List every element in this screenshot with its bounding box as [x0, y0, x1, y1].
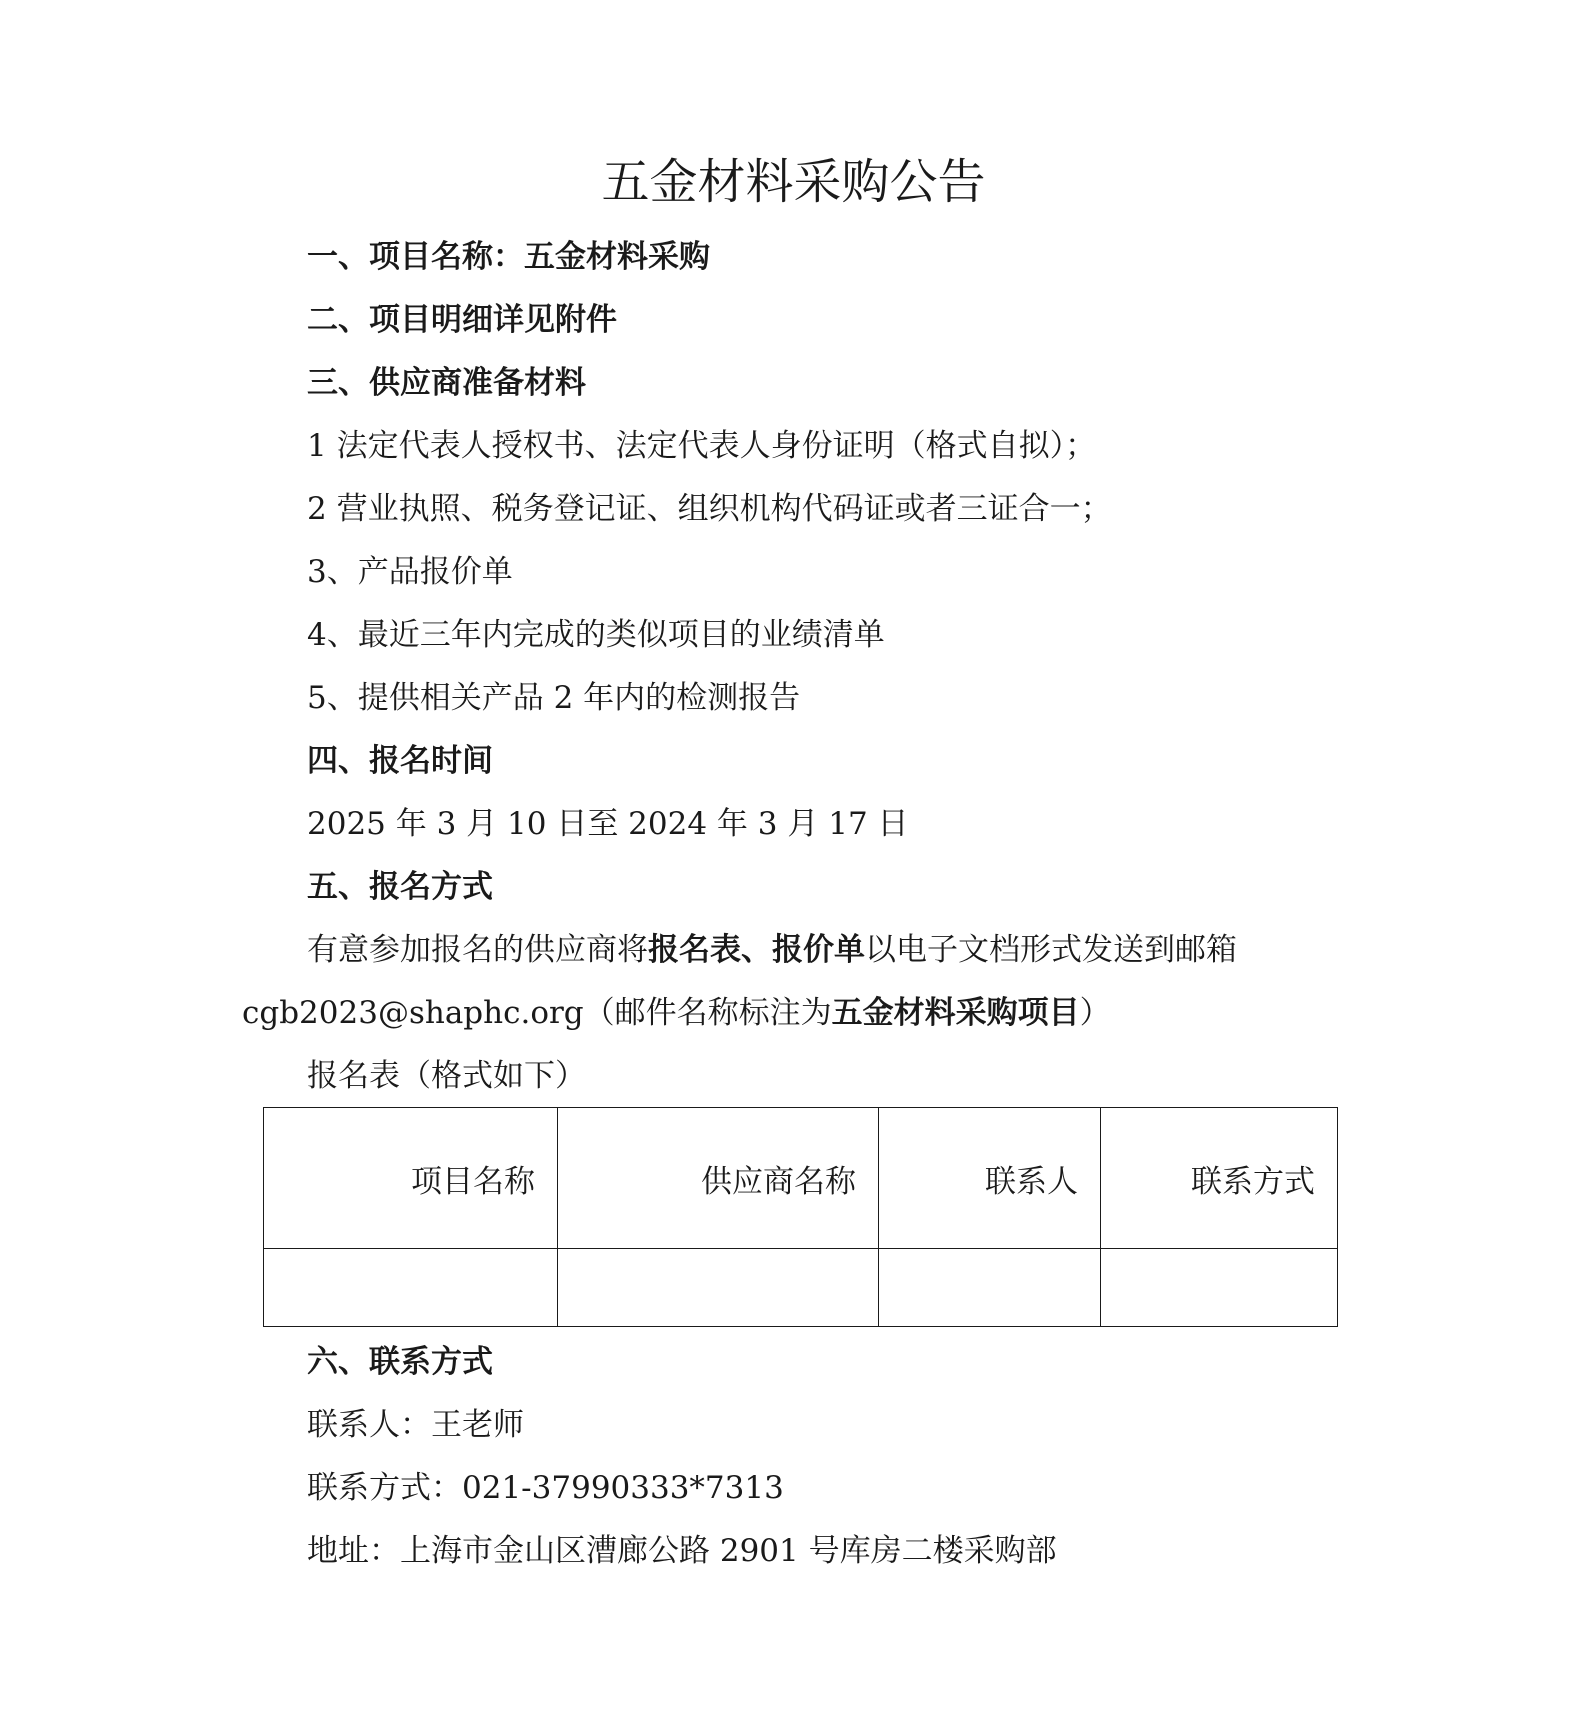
material-item-2: 2 营业执照、税务登记证、组织机构代码证或者三证合一； [307, 491, 1112, 527]
method-text-part3: 以电子文档形式发送到邮箱 [865, 932, 1237, 968]
table-header-row [264, 1108, 1338, 1249]
section-heading-registration-method: 五、报名方式 [307, 869, 493, 905]
table-header-project-name: 项目名称 [264, 1108, 558, 1249]
method-text-bold-forms: 报名表、报价单 [648, 932, 865, 968]
section-heading-contact: 六、联系方式 [307, 1344, 493, 1380]
page-title: 五金材料采购公告 [601, 154, 986, 210]
table-cell-supplier-name [558, 1249, 879, 1327]
email-address-link[interactable]: cgb2023@shaphc.org [242, 995, 584, 1031]
material-item-5: 5、提供相关产品 2 年内的检测报告 [307, 680, 801, 716]
contact-phone: 联系方式：021-37990333*7313 [307, 1470, 784, 1506]
registration-method-text [307, 930, 1237, 970]
material-item-3: 3、产品报价单 [307, 554, 513, 590]
section-heading-registration-time: 四、报名时间 [307, 743, 493, 779]
material-item-4: 4、最近三年内完成的类似项目的业绩清单 [307, 617, 885, 653]
registration-form-label: 报名表（格式如下） [307, 1058, 586, 1094]
table-cell-project-name [264, 1249, 558, 1327]
table-cell-contact-method [1101, 1249, 1338, 1327]
registration-email-line [242, 993, 1111, 1033]
contact-address: 地址：上海市金山区漕廊公路 2901 号库房二楼采购部 [307, 1533, 1057, 1569]
section-heading-project-details: 二、项目明细详见附件 [307, 302, 617, 338]
section-heading-project-name: 一、项目名称：五金材料采购 [307, 239, 710, 275]
contact-person: 联系人：王老师 [307, 1407, 524, 1443]
table-header-contact-person: 联系人 [879, 1108, 1101, 1249]
table-header-contact-method: 联系方式 [1101, 1108, 1338, 1249]
registration-form-table [263, 1107, 1338, 1327]
registration-time: 2025 年 3 月 10 日至 2024 年 3 月 17 日 [307, 806, 909, 842]
table-row [264, 1249, 1338, 1327]
table-cell-contact-person [879, 1249, 1101, 1327]
method-text-part1: 有意参加报名的供应商将 [307, 932, 648, 968]
section-heading-materials: 三、供应商准备材料 [307, 365, 586, 401]
email-subject-prefix: （邮件名称标注为 [583, 995, 832, 1031]
email-subject-suffix: ） [1079, 995, 1111, 1031]
table-header-supplier-name: 供应商名称 [558, 1108, 879, 1249]
material-item-1: 1 法定代表人授权书、法定代表人身份证明（格式自拟）； [307, 428, 1097, 464]
email-subject-bold: 五金材料采购项目 [831, 995, 1080, 1031]
